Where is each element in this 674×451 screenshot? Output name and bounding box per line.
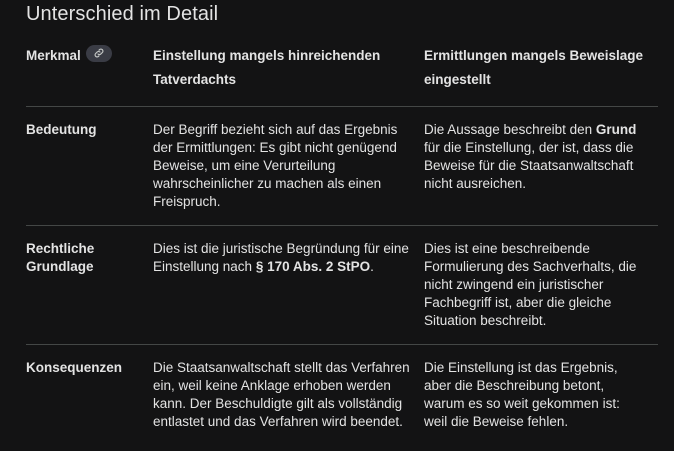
- row-label: Konsequenzen: [26, 360, 123, 375]
- table-row-konsequenzen: [26, 345, 658, 431]
- row-col2-text-post: .: [370, 259, 374, 274]
- row-label: Bedeutung: [26, 122, 97, 137]
- row-col2: Der Begriff bezieht sich auf das Ergebnis der Ermittlungen: Es gibt nicht genügend Beweise, um eine Verurteilung wahrscheinlicher zu machen als einen Freispruch.: [153, 122, 398, 209]
- row-col3: [424, 107, 658, 225]
- link-icon[interactable]: [86, 45, 112, 62]
- header-ermittlungen: Ermittlungen mangels Beweislage eingestellt: [424, 48, 644, 87]
- table-header-row: [26, 40, 658, 107]
- row-col3-bold: Grund: [595, 122, 637, 137]
- row-col2: [153, 226, 424, 344]
- header-einstellung: Einstellung mangels hinreichenden Tatverdachts: [153, 48, 381, 87]
- table-row-rechtliche-grundlage: [26, 226, 658, 345]
- row-col3: Dies ist eine beschreibende Formulierung des Sachverhalts, die nicht zwingend ein juristischer Fachbegriff ist, aber die gleiche Situation beschreibt.: [424, 241, 637, 328]
- section-heading: Unterschied im Detail: [26, 3, 219, 25]
- row-col2: Die Staatsanwaltschaft stellt das Verfahren ein, weil keine Anklage erhoben werden kann. Der Beschuldigte gilt als vollständig entlastet und das Verfahren wird beendet.: [153, 360, 410, 429]
- row-col2-bold: § 170 Abs. 2 StPO: [255, 259, 371, 274]
- row-col2-text-pre: Dies ist die juristische Begründung für eine Einstellung nach: [153, 241, 409, 274]
- table-row-bedeutung: [26, 107, 658, 226]
- header-merkmal: [26, 40, 153, 106]
- row-label: Rechtliche Grundlage: [26, 241, 95, 274]
- comparison-table: [26, 40, 658, 431]
- row-col3: Die Einstellung ist das Ergebnis, aber die Beschreibung betont, warum es so weit gekommen ist: weil die Beweise fehlen.: [424, 360, 620, 429]
- row-col3-text-post: für die Einstellung, der ist, dass die Beweise für die Staatsanwaltschaft nicht ausreichen.: [424, 140, 634, 191]
- row-col3-text-pre: Die Aussage beschreibt den: [424, 122, 596, 137]
- header-merkmal-label: Merkmal: [26, 48, 81, 63]
